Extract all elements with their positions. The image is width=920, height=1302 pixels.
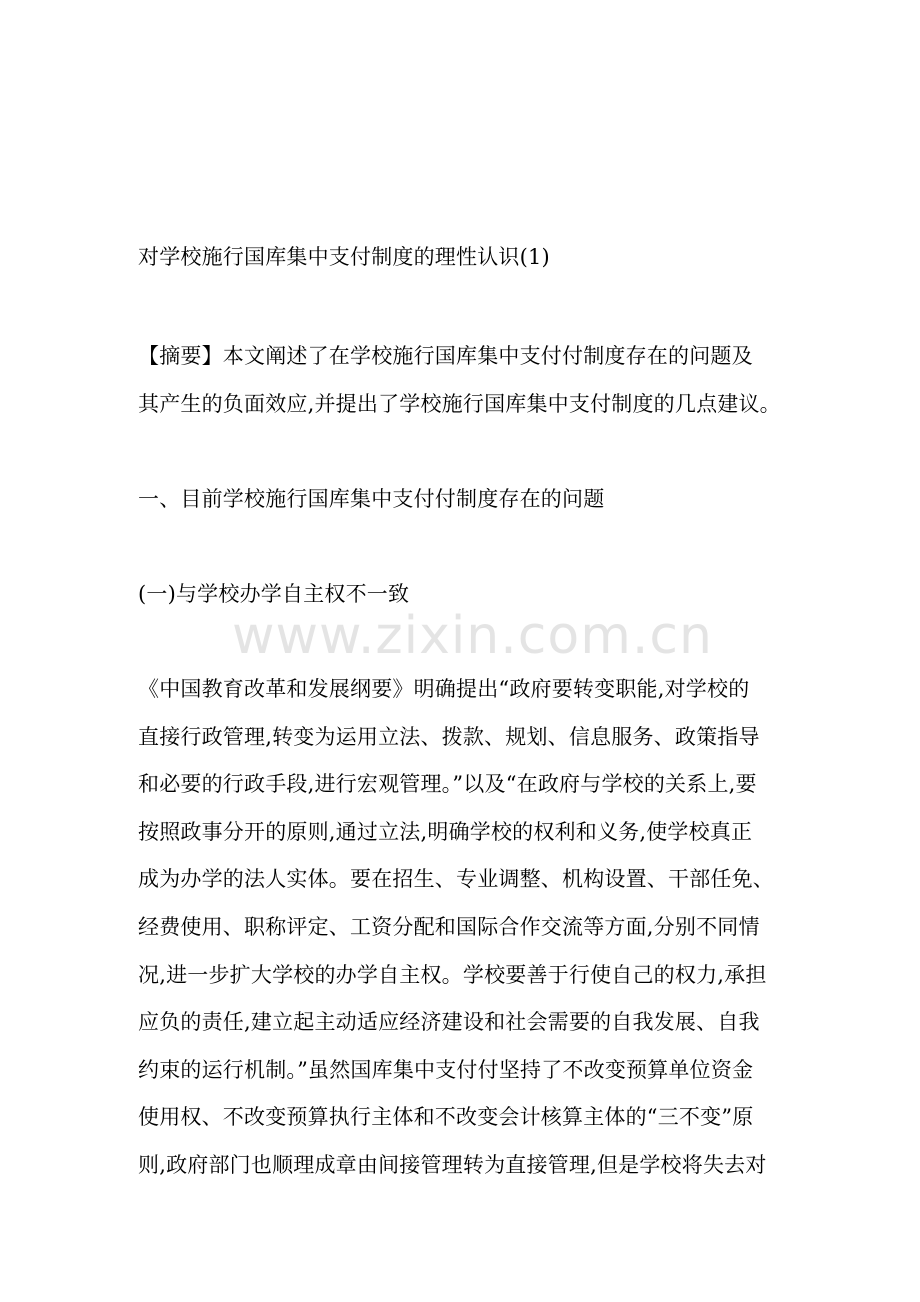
body-line: 经费使用、职称评定、工资分配和国际合作交流等方面,分别不同情 [138,915,760,939]
abstract-line: 其产生的负面效应,并提出了学校施行国库集中支付制度的几点建议。 [138,392,781,416]
body-line: 使用权、不改变预算执行主体和不改变会计核算主体的“三不变”原 [138,1105,754,1129]
watermark: www.zixin.com.cn [232,606,713,666]
abstract-line: 【摘要】本文阐述了在学校施行国库集中支付付制度存在的问题及 [138,344,753,368]
body-line: 按照政事分开的原则,通过立法,明确学校的权利和义务,使学校真正 [138,820,753,844]
document-title: 对学校施行国库集中支付制度的理性认识(1) [138,245,550,269]
body-line: 和必要的行政手段,进行宏观管理。”以及“在政府与学校的关系上,要 [138,772,757,796]
section-heading: 一、目前学校施行国库集中支付付制度存在的问题 [138,487,605,511]
subsection-heading: (一)与学校办学自主权不一致 [138,582,410,606]
body-line: 应负的责任,建立起主动适应经济建设和社会需要的自我发展、自我 [138,1010,760,1034]
body-line: 《中国教育改革和发展纲要》明确提出“政府要转变职能,对学校的 [138,677,750,701]
body-line: 成为办学的法人实体。要在招生、专业调整、机构设置、干部任免、 [138,867,774,891]
body-line: 约束的运行机制。”虽然国库集中支付付坚持了不改变预算单位资金 [138,1058,754,1082]
body-line: 则,政府部门也顺理成章由间接管理转为直接管理,但是学校将失去对 [138,1153,767,1177]
body-line: 况,进一步扩大学校的办学自主权。学校要善于行使自己的权力,承担 [138,963,767,987]
body-line: 直接行政管理,转变为运用立法、拨款、规划、信息服务、政策指导 [138,725,760,749]
